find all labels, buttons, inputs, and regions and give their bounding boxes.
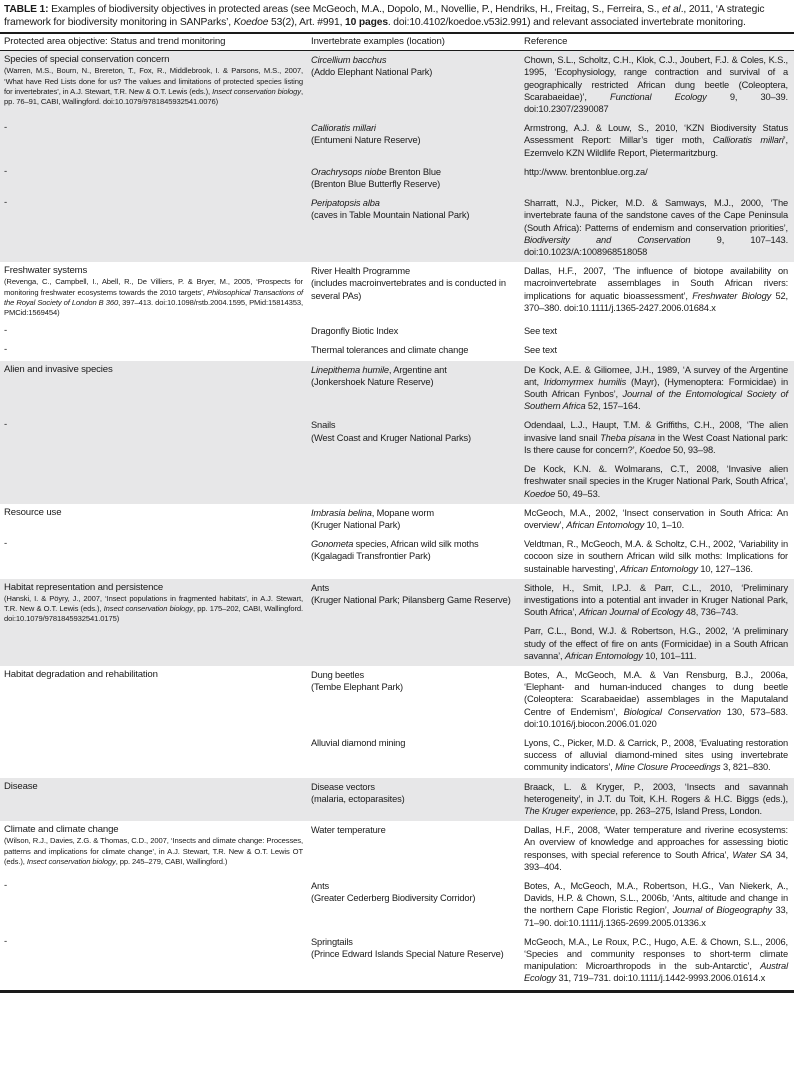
cell-objective	[0, 504, 307, 535]
cell-objective	[0, 877, 307, 933]
reference-entry: Odendaal, L.J., Haupt, T.M. & Griffiths, C.H., 2008, ‘The alien invasive land snail Theba pisana in the West Coast National park: Is there cause for concern?’, Koedoe 50, 93–98.	[524, 420, 788, 455]
objective-title: Climate and climate change	[4, 824, 119, 836]
reference-entry: Sithole, H., Smit, I.P.J. & Parr, C.L., 2010, ‘Preliminary investigations into a potential ant invader in Kruger National Park, South Africa’, African Journal of Ecology 48, 736–743.	[524, 582, 788, 618]
cell-objective	[0, 933, 307, 989]
reference-entry: Veldtman, R., McGeoch, M.A. & Scholtz, C.H., 2002, ‘Variability in cocoon size in southern African wild silk moths: Implications for sustainable harvesting’, African Entomology 10, 127–136.	[524, 539, 788, 574]
objective-title: Resource use	[4, 506, 62, 518]
cell-example	[307, 51, 520, 120]
example-name: River Health Programme	[311, 266, 410, 277]
table-row	[0, 821, 794, 877]
objective-citation: (Hanski, I. & Pöyry, J., 2007, ‘Insect populations in fragmented habitats’, in A.J. Stewart, T.R. New & O.T. Lewis (eds.), Insect conservation biology, pp. 175–202, CABI, Wallingford. doi:10.1079/9781845932541.0175)	[4, 593, 304, 624]
objective-citation: (Revenga, C., Campbell, I., Abell, R., De Villiers, P. & Bryer, M., 2005, ‘Prospects for monitoring freshwater ecosystems towards the 2010 targets’, Philosophical Transactions of the Royal Society of London B 360, 397–413. doi:10.1098/rstb.2004.1595, PMid:15814353, PMCid:1569454)	[4, 277, 303, 318]
table-row	[0, 262, 794, 322]
objective-title: -	[4, 122, 8, 134]
cell-example	[307, 778, 520, 822]
example-name: Disease vectors	[311, 781, 375, 792]
example-name: Ants	[311, 880, 330, 891]
reference-entry: Braack, L. & Kryger, P., 2003, ‘Insects and savannah heterogeneity’, in J.T. du Toit, K.H. Rogers & H.C. Biggs (eds.), The Kruger experience, pp. 263–275, Island Press, London.	[524, 781, 788, 816]
cell-reference	[520, 504, 794, 535]
table-row	[0, 877, 794, 933]
objective-title: -	[4, 538, 8, 550]
objective-title: Freshwater systems	[4, 265, 88, 277]
reference-entry: See text	[524, 326, 557, 337]
example-name: Imbrasia belina, Mopane worm	[311, 507, 434, 518]
example-name: Dung beetles	[311, 669, 364, 680]
cell-objective	[0, 322, 307, 341]
cell-objective	[0, 194, 307, 262]
cell-reference	[520, 163, 794, 194]
table-bottom-rule	[0, 990, 794, 993]
table-row	[0, 322, 794, 341]
table-row	[0, 341, 794, 360]
cell-reference	[520, 322, 794, 341]
cell-objective	[0, 666, 307, 734]
example-name: Callioratis millari	[311, 123, 376, 134]
example-location: (West Coast and Kruger National Parks)	[311, 432, 471, 443]
cell-example	[307, 194, 520, 262]
reference-entry: McGeoch, M.A., 2002, ‘Insect conservation in South Africa: An overview’, African Entomology 10, 1–10.	[524, 507, 788, 530]
cell-objective	[0, 579, 307, 666]
cell-reference	[520, 361, 794, 417]
cell-reference	[520, 734, 794, 778]
cell-reference	[520, 341, 794, 360]
cell-objective	[0, 361, 307, 417]
objective-title: Species of special conservation concern	[4, 54, 170, 66]
example-name: Thermal tolerances and climate change	[311, 345, 469, 356]
example-name: Gonometa species, African wild silk moths	[311, 539, 479, 550]
example-location: (Kruger National Park; Pilansberg Game Reserve)	[311, 594, 511, 605]
example-location: (Kruger National Park)	[311, 519, 401, 530]
cell-reference	[520, 778, 794, 822]
caption-label: TABLE 1:	[4, 4, 49, 15]
cell-objective	[0, 341, 307, 360]
cell-objective	[0, 821, 307, 877]
objective-citation: (Warren, M.S., Bourn, N., Brereton, T., Fox, R., Middlebrook, I. & Parsons, M.S., 2007, ‘What have Red Lists done for us? The values and limitations of protected species listing for invertebrates’, in A.J. Stewart, T.R. New & O.T. Lewis (eds.), Insect conservation biology, pp. 76–91, CABI, Wallingford. doi:10.1079/9781845932541.0076)	[4, 66, 303, 107]
cell-example	[307, 361, 520, 417]
objective-title: -	[4, 325, 8, 337]
table-row	[0, 778, 794, 822]
reference-entry: De Kock, K.N. &. Wolmarans, C.T., 2008, ‘Invasive alien freshwater snail species in the Kruger National Park, South Africa’, Koedoe 50, 49–53.	[524, 464, 788, 499]
reference-entry: Chown, S.L., Scholtz, C.H., Klok, C.J., Joubert, F.J. & Coles, K.S., 1995, ‘Ecophysiology, range contraction and survival of a geographically restricted African dung beetle (Coleoptera, Scarabaeidae)’, Functional Ecology 9, 30–39. doi:10.2307/2390087	[524, 55, 788, 115]
cell-objective	[0, 778, 307, 822]
cell-example	[307, 821, 520, 877]
example-location: (Kgalagadi Transfrontier Park)	[311, 551, 431, 562]
cell-objective	[0, 262, 307, 322]
cell-reference	[520, 666, 794, 734]
cell-example	[307, 579, 520, 666]
example-location: (includes macroinvertebrates and is conducted in several PAs)	[311, 278, 506, 301]
example-location: (Brenton Blue Butterfly Reserve)	[311, 179, 441, 190]
example-location: (caves in Table Mountain National Park)	[311, 210, 470, 221]
table-row	[0, 734, 794, 778]
cell-example	[307, 877, 520, 933]
header-reference: Reference	[520, 34, 794, 51]
reference-entry: De Kock, A.E. & Giliomee, J.H., 1989, ‘A survey of the Argentine ant, Iridomyrmex humilis (Mayr), (Hymenoptera: Formicidae) in South African Fynbos’, Journal of the Entomological Society of Southern Africa 52, 157–164.	[524, 364, 788, 412]
example-location: (Tembe Elephant Park)	[311, 682, 403, 693]
table-row	[0, 666, 794, 734]
table-row	[0, 535, 794, 579]
cell-example	[307, 666, 520, 734]
example-name: Peripatopsis alba	[311, 198, 380, 209]
objective-title: -	[4, 197, 8, 209]
objective-title: -	[4, 935, 8, 947]
example-location: (Addo Elephant National Park)	[311, 67, 433, 78]
example-location: (Entumeni Nature Reserve)	[311, 135, 421, 146]
cell-objective	[0, 51, 307, 120]
table-row	[0, 579, 794, 666]
cell-reference	[520, 821, 794, 877]
table-row	[0, 119, 794, 163]
cell-reference	[520, 119, 794, 163]
objective-title: -	[4, 165, 8, 177]
cell-objective	[0, 535, 307, 579]
example-location: (Prince Edward Islands Special Nature Reserve)	[311, 949, 504, 959]
header-examples: Invertebrate examples (location)	[307, 34, 520, 51]
cell-example	[307, 933, 520, 989]
cell-objective	[0, 416, 307, 503]
example-name: Water temperature	[311, 825, 386, 836]
reference-entry: Lyons, C., Picker, M.D. & Carrick, P., 2008, ‘Evaluating restoration success of alluvial diamond-mined sites using invertebrate community indicators’, Mine Closure Proceedings 3, 821–830.	[524, 737, 788, 773]
table-caption	[0, 0, 794, 29]
table-body	[0, 51, 794, 989]
cell-reference	[520, 933, 794, 989]
cell-example	[307, 416, 520, 503]
cell-reference	[520, 262, 794, 322]
reference-entry: Botes, A., McGeoch, M.A., Robertson, H.G., Van Niekerk, A., Davids, H.P. & Chown, S.L., 2006b, ‘Ants, altitude and change in the northern Cape Floristic Region’, Journal of Biogeography 33, 71–90. doi:10.1111/j.1365-2699.2005.01336.x	[524, 880, 788, 928]
example-name: Snails	[311, 420, 336, 431]
objective-title: Disease	[4, 780, 38, 792]
example-name: Dragonfly Biotic Index	[311, 326, 399, 337]
cell-reference	[520, 579, 794, 666]
table-row	[0, 163, 794, 194]
header-objective: Protected area objective: Status and trend monitoring	[0, 34, 307, 51]
example-name: Alluvial diamond mining	[311, 737, 406, 748]
table-row	[0, 933, 794, 989]
reference-entry: Botes, A., McGeoch, M.A. & Van Rensburg, B.J., 2006a, ‘Elephant- and human-induced changes to dung beetle (Coleoptera: Scarabaeidae) assemblages in the Maputaland Centre of Endemism’, Biological Conservation 130, 573–583. doi:10.1016/j.biocon.2006.01.020	[524, 669, 788, 729]
cell-example	[307, 341, 520, 360]
example-name: Ants	[311, 582, 330, 593]
reference-entry: Dallas, H.F., 2007, ‘The influence of biotope availability on macroinvertebrate assemblages in South African rivers: implications for aquatic bioassessment’, Freshwater Biology 52, 370–380. doi:10.1111/j.1365-2427.2006.01684.x	[524, 266, 788, 313]
objective-title: -	[4, 344, 8, 356]
table-row	[0, 504, 794, 535]
reference-entry: Armstrong, A.J. & Louw, S., 2010, ‘KZN Biodiversity Status Assessment Report: Millar’s tiger moth, Callioratis millari’, Ezemvelo KZN Wildlife Report, Pietermaritzburg.	[524, 123, 788, 158]
reference-entry: Dallas, H.F., 2008, ‘Water temperature and riverine ecosystems: An overview of knowledge and approaches for assessing biotic responses, with special reference to South Africa’, Water SA 34, 393–404.	[524, 825, 788, 872]
table-row	[0, 51, 794, 120]
cell-example	[307, 734, 520, 778]
reference-entry: Sharratt, N.J., Picker, M.D. & Samways, M.J., 2000, ‘The invertebrate fauna of the sandstone caves of the Cape Peninsula (South Africa): Patterns of endemism and conservation priorities’, Biodiversity and Conservation 9, 107–143. doi:10.1023/A:1008968518058	[524, 198, 788, 258]
cell-example	[307, 262, 520, 322]
biodiversity-objectives-table	[0, 34, 794, 989]
cell-example	[307, 163, 520, 194]
cell-reference	[520, 194, 794, 262]
objective-title: -	[4, 879, 8, 891]
objective-title: Habitat representation and persistence	[4, 581, 164, 593]
example-location: (malaria, ectoparasites)	[311, 793, 405, 804]
example-name: Springtails	[311, 936, 353, 947]
objective-title: Alien and invasive species	[4, 363, 113, 375]
cell-example	[307, 322, 520, 341]
reference-entry: Parr, C.L., Bond, W.J. & Robertson, H.G., 2002, ‘A preliminary study of the effect of fire on ants (Formicidae) in a South African savanna’, African Entomology 10, 101–111.	[524, 626, 788, 661]
cell-reference	[520, 51, 794, 120]
cell-objective	[0, 119, 307, 163]
reference-entry: http://www. brentonblue.org.za/	[524, 166, 648, 177]
table-row	[0, 361, 794, 417]
objective-citation: (Wilson, R.J., Davies, Z.G. & Thomas, C.D., 2007, ‘Insects and climate change: Processes, patterns and implications for climate change’, in A.J. Stewart, T.R. New & O.T. Lewis OT (eds.), Insect conservation biology, pp. 245–279, CABI, Wallingford.)	[4, 836, 303, 866]
table-row	[0, 416, 794, 503]
cell-objective	[0, 734, 307, 778]
cell-example	[307, 504, 520, 535]
objective-title: -	[4, 419, 8, 431]
table-header-row	[0, 34, 794, 51]
cell-reference	[520, 535, 794, 579]
cell-objective	[0, 163, 307, 194]
example-location: (Jonkershoek Nature Reserve)	[311, 376, 434, 387]
cell-example	[307, 535, 520, 579]
example-name: Orachrysops niobe Brenton Blue	[311, 166, 441, 177]
objective-title: Habitat degradation and rehabilitation	[4, 668, 158, 680]
reference-entry: See text	[524, 345, 557, 356]
example-name: Linepithema humile, Argentine ant	[311, 364, 447, 375]
reference-entry: McGeoch, M.A., Le Roux, P.C., Hugo, A.E. & Chown, S.L., 2006, ‘Species and community responses to short-term climate manipulation: Microarthropods in the sub-Antarctic’, Austral Ecology 31, 719–731. doi:10.1111/j.1442-9993.2006.01614.x	[524, 936, 788, 984]
caption-line-1: TABLE 1: Examples of biodiversity objectives in protected areas (see McGeoch, M.A., Dopolo, M., Novellie, P., Hendriks, H., Freitag, S., Ferreira, S., et al., 2011, ‘A strategic	[4, 4, 765, 15]
example-name: Circellium bacchus	[311, 55, 387, 66]
cell-reference	[520, 416, 794, 503]
cell-reference	[520, 877, 794, 933]
caption-line-2: framework for biodiversity monitoring in SANParks’, Koedoe 53(2), Art. #991, 10 pages. doi:10.4102/koedoe.v53i2.991) and relevant associated invertebrate monitoring.	[4, 17, 746, 28]
table-row	[0, 194, 794, 262]
cell-example	[307, 119, 520, 163]
example-location: (Greater Cederberg Biodiversity Corridor)	[311, 893, 476, 904]
